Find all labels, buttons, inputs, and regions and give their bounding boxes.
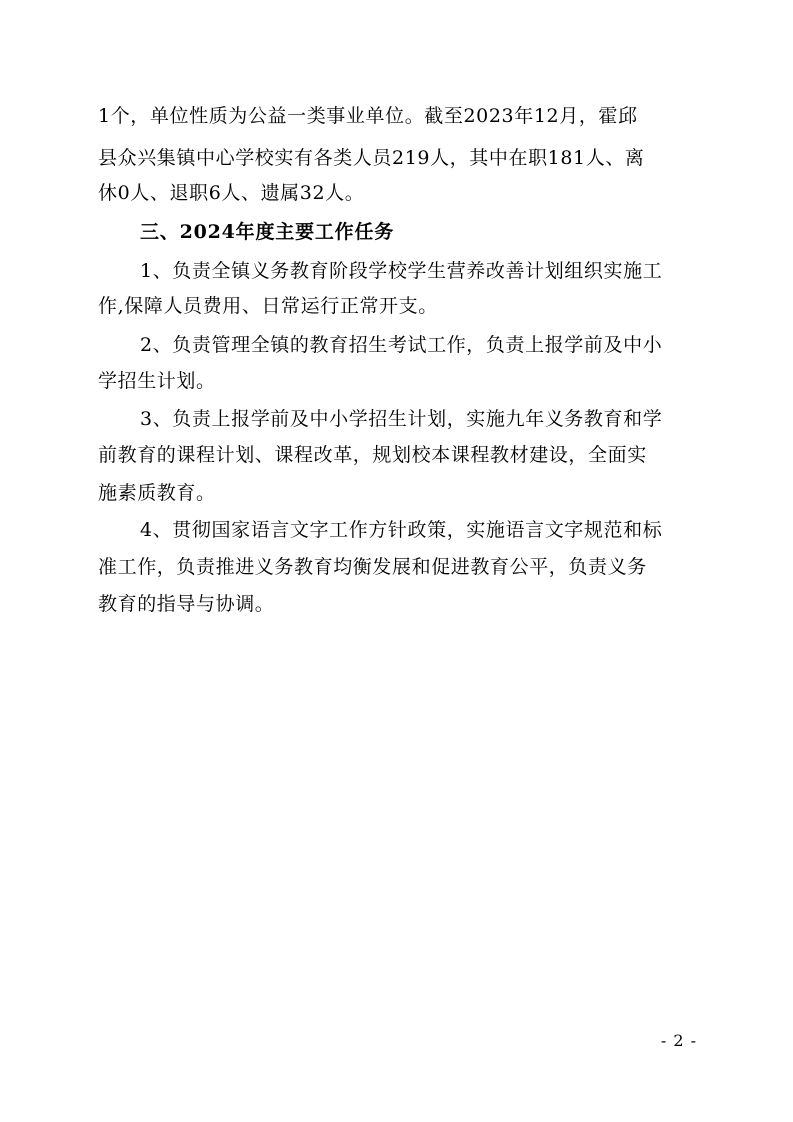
task-3-line-3: 施素质教育。 xyxy=(98,482,216,504)
task-1-line-1: 1、负责全镇义务教育阶段学校学生营养改善计划组织实施工 xyxy=(140,260,663,282)
intro-line-3: 休0人、退职6人、遗属32人。 xyxy=(98,182,365,204)
task-4-line-1: 4、贯彻国家语言文字工作方针政策，实施语言文字规范和标 xyxy=(140,519,663,541)
task-3-line-1: 3、负责上报学前及中小学招生计划，实施九年义务教育和学 xyxy=(140,408,663,430)
section-heading: 三、2024年度主要工作任务 xyxy=(140,221,395,243)
task-4-line-2: 准工作，负责推进义务教育均衡发展和促进教育公平，负责义务 xyxy=(98,556,647,578)
task-3-line-2: 前教育的课程计划、课程改革，规划校本课程教材建设，全面实 xyxy=(98,444,647,466)
task-4-line-3: 教育的指导与协调。 xyxy=(98,593,275,615)
intro-line-1: 1个，单位性质为公益一类事业单位。截至2023年12月，霍邱 xyxy=(98,105,638,127)
task-2-line-2: 学招生计划。 xyxy=(98,370,216,392)
task-1-line-2: 作,保障人员费用、日常运行正常开支。 xyxy=(98,295,438,317)
page-number: - 2 - xyxy=(660,1031,697,1050)
intro-line-2: 县众兴集镇中心学校实有各类人员219人，其中在职181人、离 xyxy=(98,147,645,169)
task-2-line-1: 2、负责管理全镇的教育招生考试工作，负责上报学前及中小 xyxy=(140,334,663,356)
